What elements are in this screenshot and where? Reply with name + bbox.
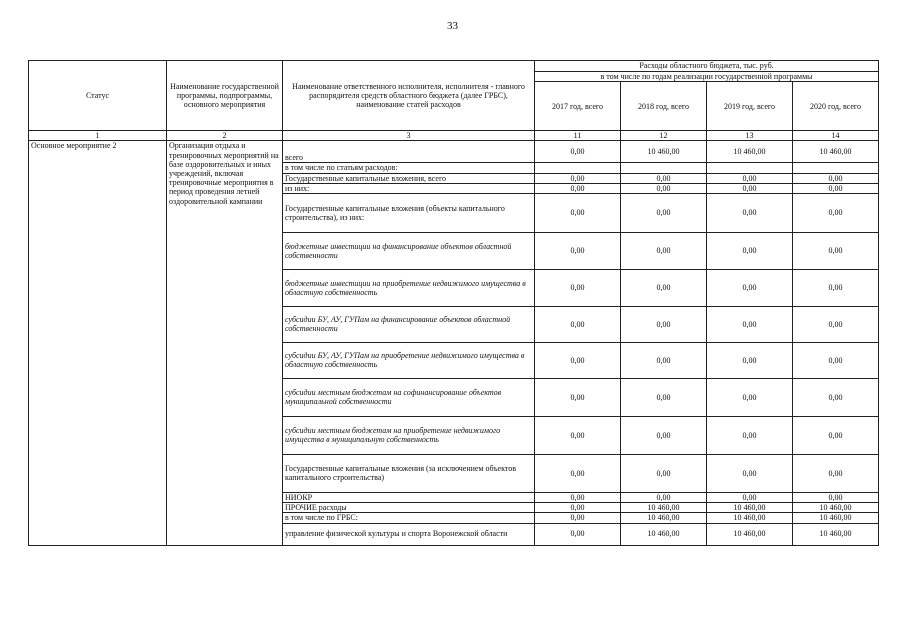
value-2019: 0,00 <box>707 173 793 183</box>
value-2019: 0,00 <box>707 193 793 232</box>
row-label: бюджетные инвестиции на приобретение недвижимого имущества в областную собственность <box>283 269 535 306</box>
value-2020: 0,00 <box>793 306 879 342</box>
row-label: Государственные капитальные вложения, всего <box>283 173 535 183</box>
value-2018: 10 460,00 <box>621 141 707 163</box>
value-2017: 0,00 <box>535 503 621 513</box>
value-2020: 0,00 <box>793 342 879 378</box>
row-label: ПРОЧИЕ расходы <box>283 503 535 513</box>
value-2019: 10 460,00 <box>707 503 793 513</box>
value-2017: 0,00 <box>535 342 621 378</box>
row-label: субсидии местным бюджетам на приобретение недвижимого имущества в муниципальную собственность <box>283 416 535 454</box>
value-2019: 10 460,00 <box>707 513 793 523</box>
value-2018 <box>621 163 707 173</box>
table-row <box>29 141 879 163</box>
row-label: Государственные капитальные вложения (за исключением объектов капитального строительства) <box>283 454 535 492</box>
row-label: в том числе по статьям расходов: <box>283 163 535 173</box>
value-2018: 0,00 <box>621 173 707 183</box>
value-2019: 0,00 <box>707 492 793 502</box>
value-2017: 0,00 <box>535 378 621 416</box>
column-number: 13 <box>707 131 793 141</box>
value-2020: 10 460,00 <box>793 141 879 163</box>
value-2018: 0,00 <box>621 416 707 454</box>
value-2018: 0,00 <box>621 183 707 193</box>
value-2017: 0,00 <box>535 416 621 454</box>
row-label: субсидии местным бюджетам на софинансирование объектов муниципальной собственности <box>283 378 535 416</box>
value-2017: 0,00 <box>535 173 621 183</box>
value-2019: 0,00 <box>707 416 793 454</box>
value-2019: 0,00 <box>707 232 793 269</box>
value-2020: 0,00 <box>793 378 879 416</box>
row-label: субсидии БУ, АУ, ГУПам на приобретение недвижимого имущества в областную собственность <box>283 342 535 378</box>
value-2018: 10 460,00 <box>621 513 707 523</box>
value-2020: 0,00 <box>793 492 879 502</box>
value-2020: 0,00 <box>793 269 879 306</box>
value-2020: 10 460,00 <box>793 523 879 545</box>
row-label: Государственные капитальные вложения (объекты капитального строительства), из них: <box>283 193 535 232</box>
header-year-2020: 2020 год, всего <box>793 82 879 131</box>
column-number: 11 <box>535 131 621 141</box>
value-2017: 0,00 <box>535 232 621 269</box>
value-2020: 0,00 <box>793 193 879 232</box>
value-2020: 0,00 <box>793 454 879 492</box>
value-2017: 0,00 <box>535 523 621 545</box>
value-2017: 0,00 <box>535 306 621 342</box>
value-2017: 0,00 <box>535 183 621 193</box>
value-2020: 0,00 <box>793 173 879 183</box>
status-cell: Основное мероприятие 2 <box>29 141 167 545</box>
value-2017 <box>535 163 621 173</box>
value-2019: 10 460,00 <box>707 523 793 545</box>
column-number: 14 <box>793 131 879 141</box>
row-label: в том числе по ГРБС: <box>283 513 535 523</box>
value-2017: 0,00 <box>535 269 621 306</box>
value-2019: 0,00 <box>707 269 793 306</box>
value-2018: 0,00 <box>621 232 707 269</box>
header-year-2018: 2018 год, всего <box>621 82 707 131</box>
header-executor: Наименование ответственного исполнителя, исполнителя - главного распорядителя средств областного бюджета (далее ГРБС), наименование статей расходов <box>283 61 535 131</box>
value-2018: 0,00 <box>621 269 707 306</box>
header-program-name: Наименование государственной программы, подпрограммы, основного мероприятия <box>167 61 283 131</box>
value-2020: 0,00 <box>793 416 879 454</box>
value-2020: 0,00 <box>793 232 879 269</box>
value-2017: 0,00 <box>535 141 621 163</box>
value-2017: 0,00 <box>535 454 621 492</box>
header-by-years: в том числе по годам реализации государственной программы <box>535 72 879 82</box>
value-2018: 10 460,00 <box>621 523 707 545</box>
row-label: из них: <box>283 183 535 193</box>
column-number: 3 <box>283 131 535 141</box>
value-2017: 0,00 <box>535 492 621 502</box>
row-label: всего <box>283 141 535 163</box>
header-year-2017: 2017 год, всего <box>535 82 621 131</box>
header-status: Статус <box>29 61 167 131</box>
row-label: НИОКР <box>283 492 535 502</box>
column-number: 2 <box>167 131 283 141</box>
row-label: субсидии БУ, АУ, ГУПам на финансирование объектов областной собственности <box>283 306 535 342</box>
value-2017: 0,00 <box>535 193 621 232</box>
value-2017: 0,00 <box>535 513 621 523</box>
page-number: 33 <box>447 20 458 32</box>
value-2019: 0,00 <box>707 378 793 416</box>
value-2020 <box>793 163 879 173</box>
value-2019 <box>707 163 793 173</box>
value-2020: 10 460,00 <box>793 513 879 523</box>
row-label: управление физической культуры и спорта Воронежской области <box>283 523 535 545</box>
value-2020: 0,00 <box>793 183 879 193</box>
value-2019: 0,00 <box>707 342 793 378</box>
header-year-2019: 2019 год, всего <box>707 82 793 131</box>
value-2018: 10 460,00 <box>621 503 707 513</box>
header-expenses: Расходы областного бюджета, тыс. руб. <box>535 61 879 72</box>
column-number: 1 <box>29 131 167 141</box>
value-2019: 0,00 <box>707 306 793 342</box>
value-2018: 0,00 <box>621 378 707 416</box>
column-number: 12 <box>621 131 707 141</box>
budget-table <box>28 60 879 546</box>
value-2019: 10 460,00 <box>707 141 793 163</box>
value-2020: 10 460,00 <box>793 503 879 513</box>
program-cell: Организация отдыха и тренировочных мероприятий на базе оздоровительных и иных учреждений, включая тренировочные мероприятия в период проведения летней оздоровительной кампании <box>167 141 283 545</box>
row-label: бюджетные инвестиции на финансирование объектов областной собственности <box>283 232 535 269</box>
value-2019: 0,00 <box>707 183 793 193</box>
value-2018: 0,00 <box>621 193 707 232</box>
value-2019: 0,00 <box>707 454 793 492</box>
value-2018: 0,00 <box>621 342 707 378</box>
value-2018: 0,00 <box>621 306 707 342</box>
value-2018: 0,00 <box>621 454 707 492</box>
value-2018: 0,00 <box>621 492 707 502</box>
